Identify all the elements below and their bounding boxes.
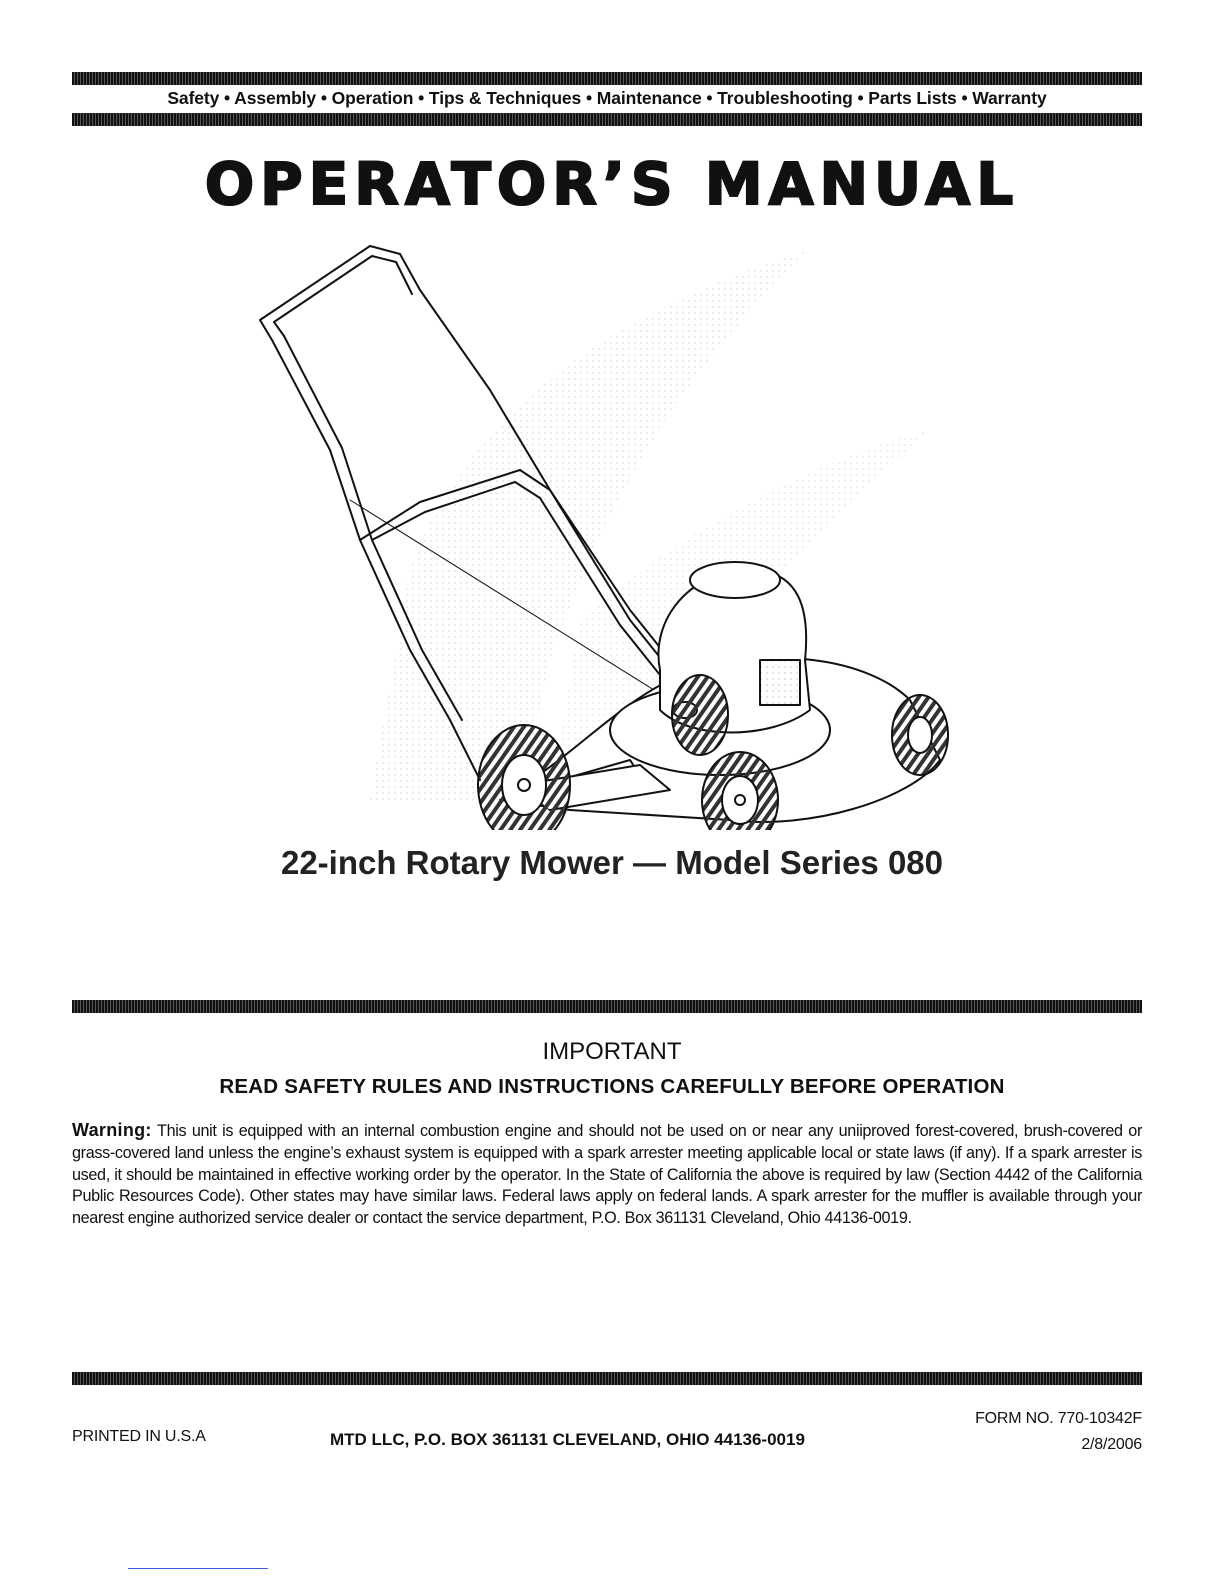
printed-in: PRINTED IN U.S.A — [72, 1428, 206, 1445]
form-number: FORM NO. 770-10342F — [975, 1410, 1142, 1427]
page-title-text: OPERATOR’S MANUAL — [204, 150, 1020, 218]
form-date: 2/8/2006 — [1081, 1436, 1142, 1453]
nav-rule — [72, 113, 1142, 126]
form-info — [975, 1406, 1142, 1458]
lawn-mower-illustration — [250, 240, 950, 830]
important-top-rule — [72, 1000, 1142, 1013]
important-heading: IMPORTANT — [542, 1038, 682, 1065]
section-navigation: Safety • Assembly • Operation • Tips & Techniques • Maintenance • Troubleshooting • Parts Lists • Warranty — [167, 88, 1047, 108]
warning-label: Warning: — [72, 1120, 152, 1140]
page-divider — [128, 1568, 268, 1569]
company-address: MTD LLC, P.O. BOX 361131 CLEVELAND, OHIO 44136-0019 — [330, 1430, 805, 1449]
page-title — [0, 150, 1224, 218]
important-bottom-rule — [72, 1372, 1142, 1385]
important-subheading: READ SAFETY RULES AND INSTRUCTIONS CAREFULLY BEFORE OPERATION — [219, 1075, 1005, 1098]
wheel-rear-right — [672, 675, 728, 755]
model-subtitle: 22-inch Rotary Mower — Model Series 080 — [280, 844, 944, 881]
top-rule — [72, 72, 1142, 85]
warning-paragraph — [72, 1120, 1142, 1230]
warning-text: This unit is equipped with an internal combustion engine and should not be used on or near any uniiproved forest-covered, brush-covered or grass-covered land unless the engine’s exhaust system is equipped with a spark arrester meeting applicable local or state laws (if any). If a spark arrester is used, it should be maintained in effective working order by the operator. In the State of California the above is required by law (Section 4442 of the California Public Resources Code). Other states may have similar laws. Federal laws apply on federal lands. A spark arrester for the muffler is available through your nearest engine authorized service dealer or contact the service department, P.O. Box 361131 Cleveland, Ohio 44136-0019. — [72, 1122, 1143, 1228]
